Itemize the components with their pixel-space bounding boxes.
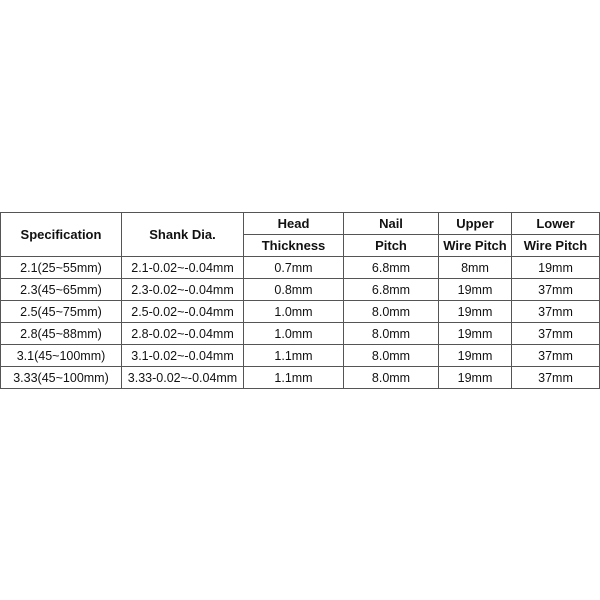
cell-nail-pitch: 8.0mm (344, 345, 439, 367)
cell-nail-pitch: 8.0mm (344, 367, 439, 389)
cell-lower-wire-pitch: 19mm (512, 257, 600, 279)
cell-head-thickness: 1.1mm (244, 367, 344, 389)
cell-upper-wire-pitch: 19mm (439, 301, 512, 323)
header-upper: Upper (439, 213, 512, 235)
cell-nail-pitch: 6.8mm (344, 257, 439, 279)
cell-upper-wire-pitch: 19mm (439, 345, 512, 367)
cell-specification: 2.3(45~65mm) (1, 279, 122, 301)
table-row (1, 257, 600, 279)
header-lower: Lower (512, 213, 600, 235)
table-row (1, 345, 600, 367)
cell-head-thickness: 1.1mm (244, 345, 344, 367)
cell-lower-wire-pitch: 37mm (512, 345, 600, 367)
cell-specification: 2.5(45~75mm) (1, 301, 122, 323)
cell-upper-wire-pitch: 19mm (439, 323, 512, 345)
cell-head-thickness: 1.0mm (244, 323, 344, 345)
header-nail: Nail (344, 213, 439, 235)
table-row (1, 301, 600, 323)
cell-shank-dia: 2.1-0.02~-0.04mm (122, 257, 244, 279)
cell-specification: 3.1(45~100mm) (1, 345, 122, 367)
cell-specification: 2.8(45~88mm) (1, 323, 122, 345)
cell-head-thickness: 0.8mm (244, 279, 344, 301)
cell-specification: 3.33(45~100mm) (1, 367, 122, 389)
header-lower-wire-pitch: Wire Pitch (512, 235, 600, 257)
cell-shank-dia: 2.3-0.02~-0.04mm (122, 279, 244, 301)
cell-nail-pitch: 8.0mm (344, 301, 439, 323)
cell-head-thickness: 1.0mm (244, 301, 344, 323)
header-specification: Specification (1, 213, 122, 257)
cell-shank-dia: 3.1-0.02~-0.04mm (122, 345, 244, 367)
header-head: Head (244, 213, 344, 235)
cell-head-thickness: 0.7mm (244, 257, 344, 279)
cell-shank-dia: 2.5-0.02~-0.04mm (122, 301, 244, 323)
cell-nail-pitch: 8.0mm (344, 323, 439, 345)
cell-upper-wire-pitch: 8mm (439, 257, 512, 279)
cell-upper-wire-pitch: 19mm (439, 367, 512, 389)
header-shank-dia: Shank Dia. (122, 213, 244, 257)
header-thickness: Thickness (244, 235, 344, 257)
header-row-top (1, 213, 600, 235)
cell-upper-wire-pitch: 19mm (439, 279, 512, 301)
cell-specification: 2.1(25~55mm) (1, 257, 122, 279)
cell-lower-wire-pitch: 37mm (512, 323, 600, 345)
header-pitch: Pitch (344, 235, 439, 257)
cell-lower-wire-pitch: 37mm (512, 301, 600, 323)
cell-shank-dia: 3.33-0.02~-0.04mm (122, 367, 244, 389)
header-upper-wire-pitch: Wire Pitch (439, 235, 512, 257)
table-row (1, 323, 600, 345)
cell-lower-wire-pitch: 37mm (512, 367, 600, 389)
table-row (1, 367, 600, 389)
specification-table (0, 212, 600, 389)
cell-lower-wire-pitch: 37mm (512, 279, 600, 301)
cell-shank-dia: 2.8-0.02~-0.04mm (122, 323, 244, 345)
table-row (1, 279, 600, 301)
cell-nail-pitch: 6.8mm (344, 279, 439, 301)
